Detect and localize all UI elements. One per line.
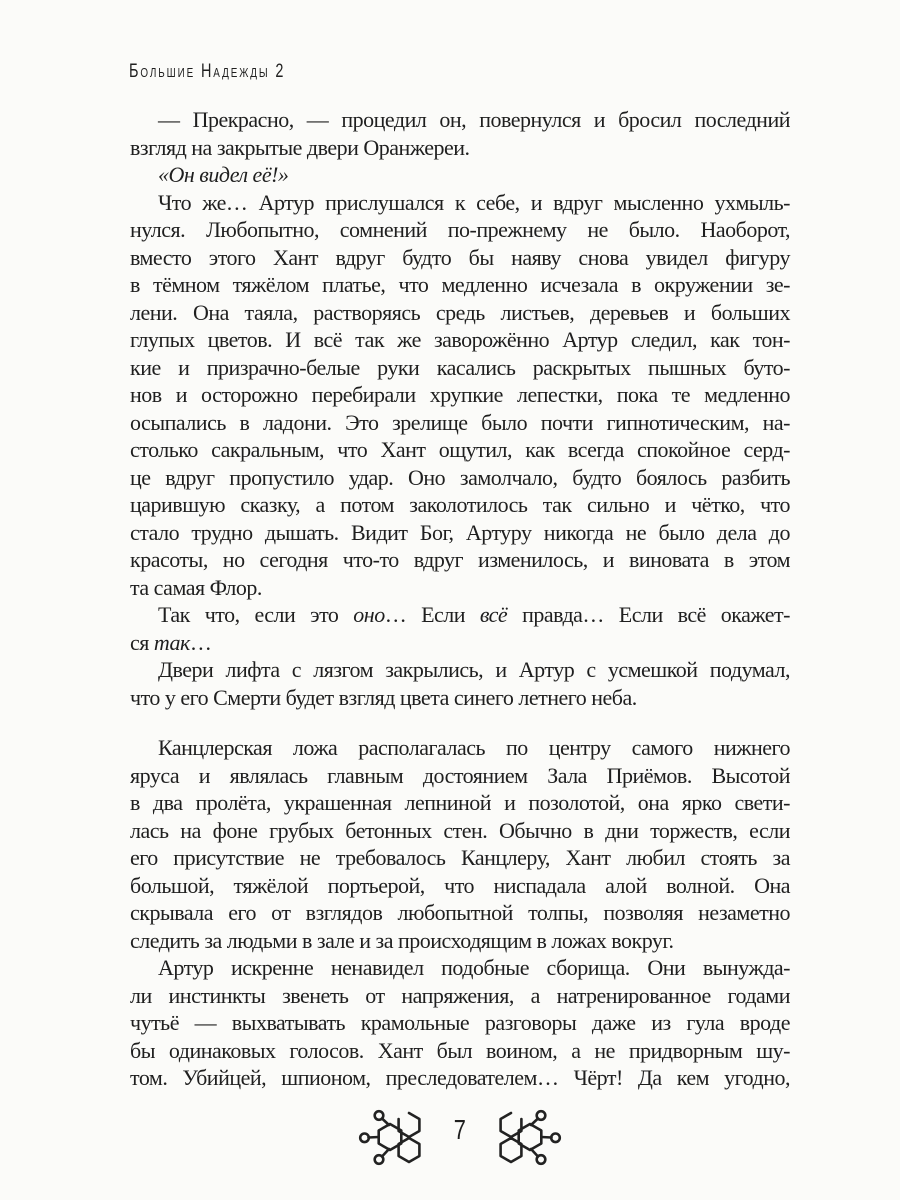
paragraph	[130, 601, 790, 656]
text-line: ли инстинкты звенеть от напряжения, а натренированное годами	[130, 982, 790, 1008]
text-block	[130, 106, 790, 1092]
paragraph	[130, 189, 790, 602]
text-line: бы одинаковых голосов. Хант был воином, а не придворным шу-	[130, 1037, 790, 1063]
text-line: нов и осторожно перебирали хрупкие лепестки, пока те медленно	[130, 382, 790, 407]
text-line: яруса и являлась главным достоянием Зала Приёмов. Высотой	[130, 762, 790, 788]
text-line: нулся. Любопытно, сомнений по-прежнему не было. Наоборот,	[130, 217, 790, 242]
text-line: его присутствие не требовалось Канцлеру, Хант любил стоять за	[130, 845, 790, 870]
text-line: та самая Флор.	[130, 574, 262, 600]
text-line: большой, тяжёлой портьерой, что ниспадала алой волной. Она	[130, 872, 790, 898]
text-line: красоты, но сегодня что-то вдруг изменилось, и виновата в этом	[130, 547, 790, 572]
text-line: скрывала его от взглядов любопытной толпы, позволяя незаметно	[130, 900, 790, 925]
molecule-ornament-right-icon	[498, 1109, 562, 1167]
running-header: Большие Надежды 2	[129, 61, 286, 82]
text-line: глупых цветов. И всё так же заворожённо Артур следил, как тон-	[130, 327, 790, 352]
text-line: чутьё — выхватывать крамольные разговоры даже из гула вроде	[130, 1010, 790, 1035]
text-line: столько сакральным, что Хант ощутил, как всегда спокойное серд-	[130, 437, 790, 462]
text-line: царившую сказку, а потом заколотилось так сильно и чётко, что	[130, 492, 790, 517]
text-line: Так что, если это оно… Если всё правда… Если всё окажет-	[158, 602, 790, 627]
text-line: Артур искренне ненавидел подобные сборища. Они вынужда-	[158, 955, 790, 980]
text-line: «Он видел её!»	[158, 162, 289, 187]
text-line: Двери лифта с лязгом закрылись, и Артур с усмешкой подумал,	[158, 657, 790, 682]
text-line: в тёмном тяжёлом платье, что медленно исчезала в окружении зе-	[130, 272, 790, 297]
text-line: це вдруг пропустило удар. Оно замолчало, будто боялось разбить	[130, 464, 790, 490]
paragraph	[130, 161, 790, 189]
text-line: в два пролёта, украшенная лепниной и позолотой, она ярко свети-	[130, 790, 790, 815]
text-line: лась на фоне грубых бетонных стен. Обычно в дни торжеств, если	[130, 817, 790, 843]
text-line: осыпались в ладони. Это зрелище было почти гипнотическим, на-	[130, 409, 790, 435]
paragraph	[130, 656, 790, 711]
text-line: Канцлерская ложа располагалась по центру самого нижнего	[158, 735, 790, 760]
molecule-ornament-left-icon	[358, 1109, 422, 1167]
text-line: ся так…	[130, 629, 212, 655]
text-line: стало трудно дышать. Видит Бог, Артуру никогда не было дела до	[130, 519, 790, 545]
page-number: 7	[453, 1114, 467, 1145]
page-footer	[130, 1106, 790, 1170]
paragraph	[130, 954, 790, 1092]
text-line: Что же… Артур прислушался к себе, и вдруг мысленно ухмыль-	[158, 189, 790, 215]
text-line: кие и призрачно-белые руки касались раскрытых пышных буто-	[130, 354, 790, 380]
text-line: — Прекрасно, — процедил он, повернулся и бросил последний	[158, 107, 790, 132]
text-line: следить за людьми в зале и за происходящим в ложах вокруг.	[130, 927, 674, 953]
paragraph	[130, 734, 790, 954]
text-line: том. Убийцей, шпионом, преследователем… Чёрт! Да кем угодно,	[130, 1065, 790, 1090]
text-line: взгляд на закрытые двери Оранжереи.	[130, 134, 470, 160]
text-line: что у его Смерти будет взгляд цвета синего летнего неба.	[130, 684, 637, 710]
text-line: вместо этого Хант вдруг будто бы наяву снова увидел фигуру	[130, 244, 790, 270]
paragraph	[130, 106, 790, 161]
text-line: лени. Она таяла, растворяясь средь листьев, деревьев и больших	[130, 299, 790, 325]
